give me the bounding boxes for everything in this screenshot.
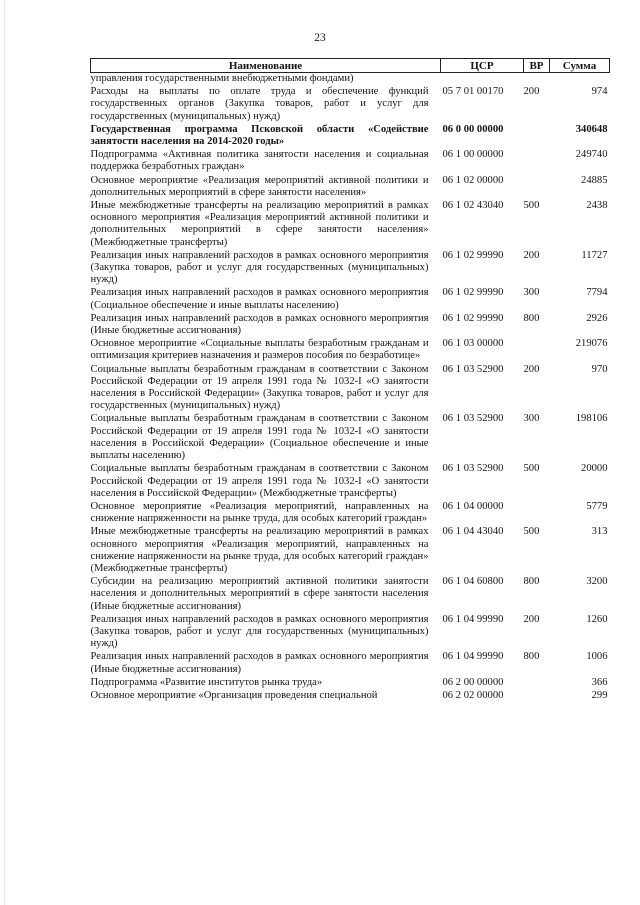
- row-vr-cell: 800: [523, 651, 540, 663]
- row-name-cell: Реализация иных направлений расходов в рамках основного мероприятия (Иные бюджетные ассигнования): [90, 312, 429, 337]
- row-name-cell: Иные межбюджетные трансферты на реализацию мероприятий в рамках основного мероприятия «Реализация мероприятий, направленных на снижение напряженности на рынке труда, для особых категорий граждан» (Межбюджетные трансферты): [90, 526, 429, 574]
- row-vr-cell: [524, 149, 550, 174]
- table-row: [91, 463, 610, 501]
- table-row: [91, 73, 610, 87]
- row-sum-cell: 366: [591, 676, 608, 688]
- row-csr-cell: 06 2 00 00000: [442, 676, 504, 688]
- table-row: [91, 651, 610, 676]
- table-row: [91, 690, 610, 703]
- row-csr-cell: 06 1 03 52900: [442, 413, 504, 425]
- row-csr-cell: 06 1 04 43040: [442, 526, 504, 538]
- row-sum-cell: 11727: [581, 249, 608, 261]
- row-name-cell: Социальные выплаты безработным гражданам в соответствии с Законом Российской Федерации от 19 апреля 1991 года № 1032-I «О занятости населения в Российской Федерации» (Социальное обеспечение и иные выплаты населению): [90, 413, 429, 462]
- row-sum-cell: 340648: [575, 123, 608, 135]
- row-name-cell: Реализация иных направлений расходов в рамках основного мероприятия (Закупка товаров, работ и услуг для государственных (муниципальных) нужд): [90, 613, 429, 650]
- row-sum-cell: 24885: [581, 174, 608, 186]
- page-number: 23: [314, 32, 326, 44]
- row-name-cell: Социальные выплаты безработным гражданам в соответствии с Законом Российской Федерации от 19 апреля 1991 года № 1032-I «О занятости населения в Российской Федерации» (Межбюджетные трансферты): [90, 463, 429, 499]
- table-row: [91, 576, 610, 614]
- table-row: [91, 313, 610, 338]
- row-name-cell: Социальные выплаты безработным гражданам в соответствии с Законом Российской Федерации от 19 апреля 1991 года № 1032-I «О занятости населения в Российской Федерации» (Закупка товаров, работ и услуг для государственных (муниципальных) нужд): [90, 363, 429, 412]
- row-sum-cell: 299: [591, 689, 608, 701]
- row-sum-cell: 974: [591, 86, 608, 98]
- table-row: [91, 124, 610, 149]
- row-sum-cell: 970: [591, 363, 608, 375]
- row-sum-cell: 20000: [581, 463, 608, 475]
- row-sum-cell: 2926: [586, 312, 608, 324]
- row-name-cell: Субсидии на реализацию мероприятий активной политики занятости населения и дополнительных мероприятий в сфере занятости населения (Иные бюджетные ассигнования): [90, 576, 429, 612]
- row-vr-cell: 800: [523, 312, 540, 324]
- row-csr-cell: 06 1 00 00000: [442, 149, 504, 161]
- row-vr-cell: 500: [523, 526, 540, 538]
- row-csr-cell: 06 2 02 00000: [442, 689, 504, 701]
- row-sum-cell: 7794: [586, 287, 608, 299]
- row-csr-cell: 06 0 00 00000: [442, 123, 504, 135]
- row-csr-cell: 06 1 03 52900: [442, 363, 504, 375]
- table-row: [91, 287, 610, 312]
- row-name-cell: Государственная программа Псковской области «Содействие занятости населения на 2014-2020 годы»: [90, 123, 429, 148]
- row-csr-cell: 06 1 04 99990: [442, 651, 504, 663]
- row-name-cell: Реализация иных направлений расходов в рамках основного мероприятия (Иные бюджетные ассигнования): [90, 651, 429, 675]
- row-name-cell: Основное мероприятие «Реализация мероприятий активной политики и дополнительных мероприятий в сфере занятости населения»: [90, 174, 429, 198]
- row-vr-cell: [524, 690, 550, 703]
- row-vr-cell: [524, 677, 550, 690]
- row-csr-cell: 06 1 02 99990: [442, 249, 504, 261]
- table-row: [91, 677, 610, 690]
- table-row: [91, 86, 610, 124]
- row-vr-cell: 200: [523, 249, 540, 261]
- row-name-cell: Подпрограмма «Активная политика занятости населения и социальная поддержка безработных граждан»: [90, 149, 429, 173]
- row-csr-cell: 06 1 03 00000: [442, 338, 504, 350]
- row-sum-cell: 198106: [575, 413, 608, 425]
- table-row: [91, 200, 610, 250]
- row-csr-cell: [441, 73, 524, 87]
- row-vr-cell: 800: [523, 576, 540, 588]
- row-vr-cell: 200: [523, 86, 540, 98]
- row-vr-cell: 500: [523, 200, 540, 212]
- row-vr-cell: [524, 175, 550, 200]
- row-vr-cell: 300: [523, 413, 540, 425]
- row-sum-cell: [550, 73, 610, 87]
- row-vr-cell: [524, 73, 550, 87]
- row-vr-cell: 300: [523, 287, 540, 299]
- table-row: [91, 364, 610, 414]
- row-csr-cell: 06 1 04 99990: [442, 613, 504, 625]
- row-sum-cell: 2438: [586, 200, 608, 212]
- table-body: [91, 73, 610, 704]
- row-csr-cell: 06 1 04 60800: [442, 576, 504, 588]
- row-vr-cell: 500: [523, 463, 540, 475]
- row-sum-cell: 5779: [586, 500, 608, 512]
- table-row: [91, 413, 610, 463]
- row-name-cell: Основное мероприятие «Реализация мероприятий, направленных на снижение напряженности на рынке труда, для особых категорий граждан»: [90, 500, 429, 525]
- table-row: [91, 175, 610, 200]
- row-vr-cell: 200: [523, 613, 540, 625]
- table-row: [91, 526, 610, 576]
- table-row: [91, 501, 610, 526]
- table-row: [91, 614, 610, 652]
- row-sum-cell: 3200: [586, 576, 608, 588]
- row-sum-cell: 1260: [586, 613, 608, 625]
- row-csr-cell: 06 1 02 99990: [442, 312, 504, 324]
- row-name-cell: управления государственными внебюджетными фондами): [90, 73, 354, 84]
- row-vr-cell: [524, 501, 550, 526]
- row-name-cell: Реализация иных направлений расходов в рамках основного мероприятия (Социальное обеспечение и иные выплаты населению): [90, 287, 429, 311]
- table-row: [91, 250, 610, 288]
- row-csr-cell: 06 1 04 00000: [442, 500, 504, 512]
- row-vr-cell: [524, 124, 550, 149]
- budget-table: [90, 58, 610, 703]
- row-name-cell: Расходы на выплаты по оплате труда и обеспечение функций государственных органов (Закупка товаров, работ и услуг для государственных (муниципальных) нужд): [90, 86, 429, 122]
- table-row: [91, 149, 610, 174]
- header-vr: ВР: [524, 59, 550, 73]
- row-name-cell: Реализация иных направлений расходов в рамках основного мероприятия (Закупка товаров, работ и услуг для государственных (муниципальных) нужд): [90, 249, 429, 286]
- table-header-row: [91, 59, 610, 73]
- row-sum-cell: 1006: [586, 651, 608, 663]
- row-name-cell: Основное мероприятие «Организация проведения специальной: [90, 689, 378, 701]
- row-sum-cell: 313: [591, 526, 608, 538]
- row-csr-cell: 06 1 03 52900: [442, 463, 504, 475]
- header-name: Наименование: [91, 59, 441, 73]
- row-sum-cell: 249740: [575, 149, 608, 161]
- header-csr: ЦСР: [441, 59, 524, 73]
- table-row: [91, 338, 610, 363]
- row-name-cell: Иные межбюджетные трансферты на реализацию мероприятий в рамках основного мероприятия «Реализация мероприятий активной политики и дополнительных мероприятий в сфере занятости населения» (Межбюджетные трансферты): [90, 200, 429, 248]
- row-name-cell: Подпрограмма «Развитие институтов рынка труда»: [90, 676, 323, 688]
- row-vr-cell: [524, 338, 550, 363]
- row-csr-cell: 05 7 01 00170: [442, 86, 504, 98]
- row-vr-cell: 200: [523, 363, 540, 375]
- scan-edge-shadow: [4, 0, 5, 905]
- row-sum-cell: 219076: [575, 338, 608, 350]
- row-csr-cell: 06 1 02 43040: [442, 200, 504, 212]
- row-name-cell: Основное мероприятие «Социальные выплаты безработным гражданам и оптимизация критериев назначения и размеров пособия по безработице»: [90, 338, 429, 362]
- header-sum: Сумма: [550, 59, 610, 73]
- row-csr-cell: 06 1 02 00000: [442, 174, 504, 186]
- row-csr-cell: 06 1 02 99990: [442, 287, 504, 299]
